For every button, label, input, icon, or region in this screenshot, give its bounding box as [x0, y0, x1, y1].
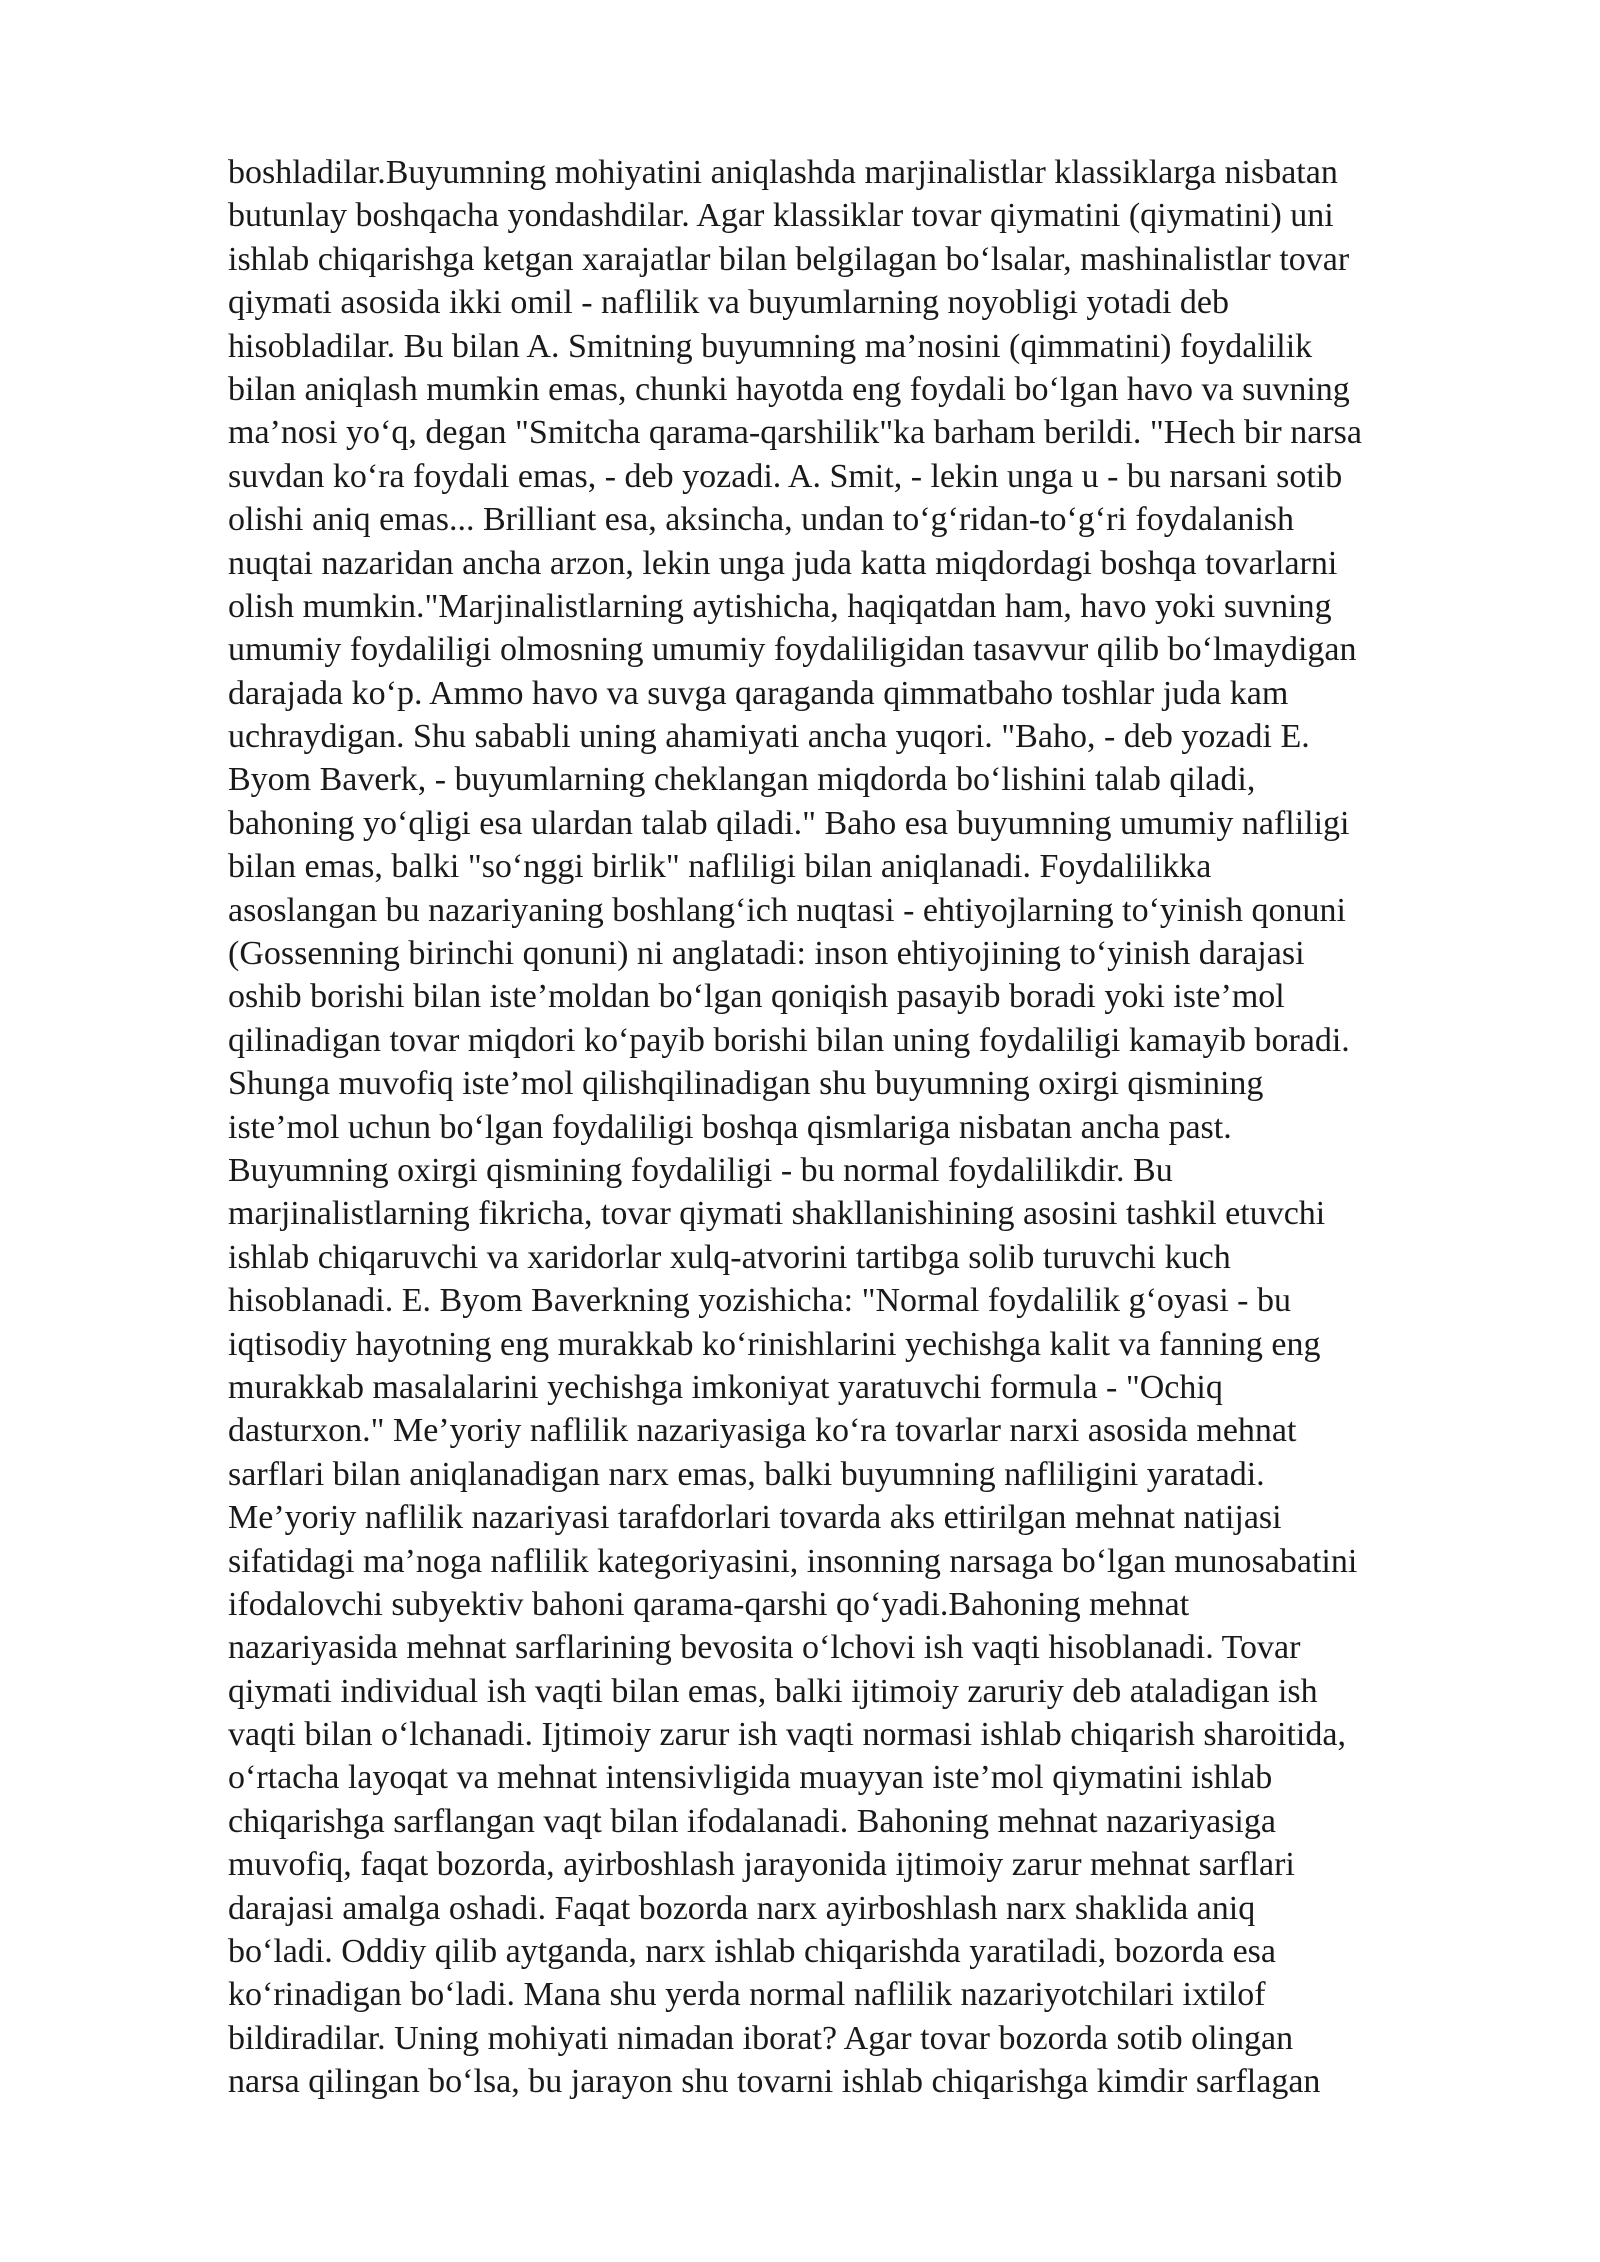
text-line: asoslangan bu nazariyaning boshlang‘ich nuqtasi - ehtiyojlarning to‘yinish qonuni — [228, 891, 1346, 929]
text-line: sarflari bilan aniqlanadigan narx emas, balki buyumning nafliligini yaratadi. — [228, 1455, 1265, 1493]
text-line: iste’mol uchun bo‘lgan foydaliligi boshqa qismlariga nisbatan ancha past. — [228, 1108, 1232, 1146]
text-line: ma’nosi yo‘q, degan "Smitcha qarama-qarshilik"ka barham berildi. "Hech bir narsa — [228, 414, 1362, 452]
text-line: boshladilar.Buyumning mohiyatini aniqlashda marjinalistlar klassiklarga nisbatan — [228, 154, 1338, 191]
text-line: nazariyasida mehnat sarflarining bevosita o‘lchovi ish vaqti hisoblanadi. Tovar — [228, 1629, 1301, 1667]
text-line: Byom Baverk, - buyumlarning cheklangan miqdorda bo‘lishini talab qiladi, — [228, 761, 1256, 799]
text-line: darajasi amalga oshadi. Faqat bozorda narx ayirboshlash narx shaklida aniq — [228, 1889, 1256, 1927]
text-line: Me’yoriy naflilik nazariyasi tarafdorlari tovarda aks ettirilgan mehnat natijasi — [228, 1499, 1282, 1537]
text-line: qiymati individual ish vaqti bilan emas, balki ijtimoiy zaruriy deb ataladigan ish — [228, 1672, 1318, 1710]
text-line: bilan aniqlash mumkin emas, chunki hayotda eng foydali bo‘lgan havo va suvning — [228, 370, 1350, 408]
text-line: bilan emas, balki "so‘nggi birlik" nafliligi bilan aniqlanadi. Foydalilikka — [228, 848, 1212, 886]
text-line: hisoblanadi. E. Byom Baverkning yozishicha: "Normal foydalilik g‘oyasi - bu — [228, 1282, 1291, 1320]
body-text — [228, 151, 1528, 2104]
text-line: uchraydigan. Shu sababli uning ahamiyati ancha yuqori. "Baho, - deb yozadi E. — [228, 718, 1310, 756]
text-line: qilinadigan tovar miqdori ko‘payib borishi bilan uning foydaliligi kamayib boradi. — [228, 1021, 1350, 1059]
text-line: marjinalistlarning fikricha, tovar qiymati shakllanishining asosini tashkil etuvchi — [228, 1195, 1326, 1233]
text-line: murakkab masalalarini yechishga imkoniyat yaratuvchi formula - "Ochiq — [228, 1368, 1223, 1406]
text-line: dasturxon." Me’yoriy naflilik nazariyasiga ko‘ra tovarlar narxi asosida mehnat — [228, 1412, 1297, 1450]
text-line: bo‘ladi. Oddiy qilib aytganda, narx ishlab chiqarishda yaratiladi, bozorda esa — [228, 1933, 1277, 1971]
text-line: ifodalovchi subyektiv bahoni qarama-qarshi qo‘yadi.Bahoning mehnat — [228, 1585, 1190, 1623]
text-line: chiqarishga sarflangan vaqt bilan ifodalanadi. Bahoning mehnat nazariyasiga — [228, 1802, 1276, 1840]
text-line: vaqti bilan o‘lchanadi. Ijtimoiy zarur ish vaqti normasi ishlab chiqarish sharoitida, — [228, 1716, 1346, 1754]
text-line: Buyumning oxirgi qismining foydaliligi - bu normal foydalilikdir. Bu — [228, 1151, 1173, 1189]
text-line: hisobladilar. Bu bilan A. Smitning buyumning ma’nosini (qimmatini) foydalilik — [228, 327, 1313, 365]
text-line: butunlay boshqacha yondashdilar. Agar klassiklar tovar qiymatini (qiymatini) uni — [228, 197, 1334, 235]
text-line: qiymati asosida ikki omil - naflilik va buyumlarning noyobligi yotadi deb — [228, 284, 1229, 322]
text-line: o‘rtacha layoqat va mehnat intensivligida muayyan iste’mol qiymatini ishlab — [228, 1759, 1273, 1797]
text-line: ko‘rinadigan bo‘ladi. Mana shu yerda normal naflilik nazariyotchilari ixtilof — [228, 1976, 1266, 2014]
text-line: bildiradilar. Uning mohiyati nimadan iborat? Agar tovar bozorda sotib olingan — [228, 2019, 1294, 2057]
text-line: olish mumkin."Marjinalistlarning aytishicha, haqiqatdan ham, havo yoki suvning — [228, 587, 1332, 625]
text-line: muvofiq, faqat bozorda, ayirboshlash jarayonida ijtimoiy zarur mehnat sarflari — [228, 1846, 1295, 1884]
text-line: ishlab chiqarishga ketgan xarajatlar bilan belgilagan bo‘lsalar, mashinalistlar tovar — [228, 240, 1350, 278]
text-line: (Gossenning birinchi qonuni) ni anglatadi: inson ehtiyojining to‘yinish darajasi — [228, 935, 1305, 973]
text-line: narsa qilingan bo‘lsa, bu jarayon shu tovarni ishlab chiqarishga kimdir sarflagan — [228, 2063, 1321, 2101]
text-line: darajada ko‘p. Ammo havo va suvga qaraganda qimmatbaho toshlar juda kam — [228, 674, 1289, 712]
text-line: nuqtai nazaridan ancha arzon, lekin unga juda katta miqdordagi boshqa tovarlarni — [228, 544, 1338, 582]
text-line: bahoning yo‘qligi esa ulardan talab qiladi." Baho esa buyumning umumiy nafliligi — [228, 804, 1350, 842]
text-line: oshib borishi bilan iste’moldan bo‘lgan qoniqish pasayib boradi yoki iste’mol — [228, 978, 1285, 1016]
text-line: suvdan ko‘ra foydali emas, - deb yozadi. A. Smit, - lekin unga u - bu narsani sotib — [228, 457, 1343, 495]
text-line: iqtisodiy hayotning eng murakkab ko‘rinishlarini yechishga kalit va fanning eng — [228, 1325, 1321, 1363]
text-line: olishi aniq emas... Brilliant esa, aksincha, undan to‘g‘ridan-to‘g‘ri foydalanish — [228, 501, 1295, 539]
text-line: umumiy foydaliligi olmosning umumiy foydaliligidan tasavvur qilib bo‘lmaydigan — [228, 631, 1357, 669]
text-line: sifatidagi ma’noga naflilik kategoriyasini, insonning narsaga bo‘lgan munosabatini — [228, 1542, 1358, 1580]
text-line: Shunga muvofiq iste’mol qilishqilinadigan shu buyumning oxirgi qismining — [228, 1065, 1264, 1103]
text-line: ishlab chiqaruvchi va xaridorlar xulq-atvorini tartibga solib turuvchi kuch — [228, 1238, 1231, 1276]
